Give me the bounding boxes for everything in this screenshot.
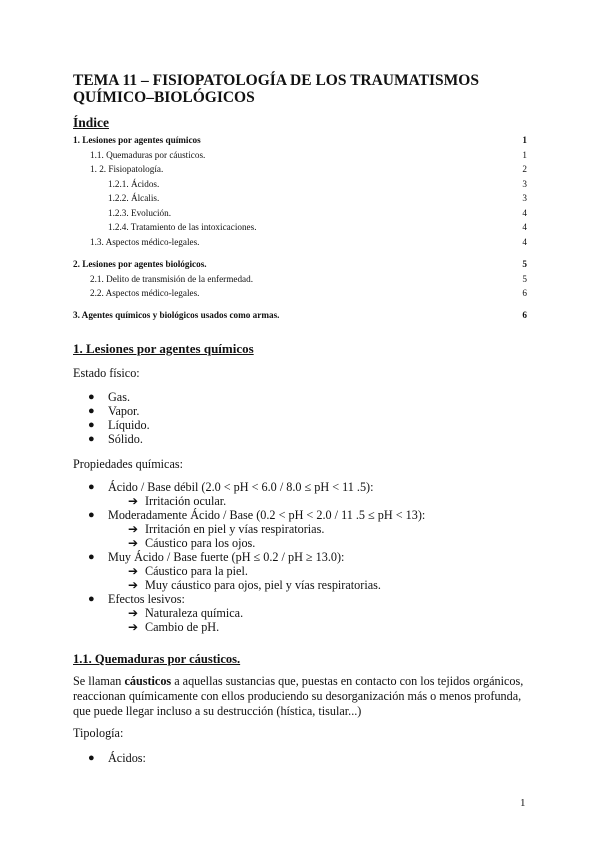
toc-label: 3. Agentes químicos y biológicos usados como armas. — [73, 310, 280, 320]
toc-page: 3 — [522, 179, 527, 189]
toc-page: 2 — [522, 164, 527, 174]
toc-row[interactable] — [73, 134, 527, 147]
toc-page: 4 — [522, 222, 527, 232]
toc-page: 6 — [522, 310, 527, 320]
estado-label: Estado físico: — [73, 366, 140, 380]
bullet-icon: ● — [88, 593, 95, 605]
toc-label: 2.2. Aspectos médico-legales. — [90, 288, 200, 298]
toc-row[interactable] — [73, 163, 527, 176]
term-bold: cáusticos — [124, 674, 172, 688]
toc-label: 1.2.3. Evolución. — [108, 208, 172, 218]
toc-row[interactable] — [73, 258, 527, 271]
toc-row[interactable] — [73, 221, 527, 234]
toc-row[interactable] — [73, 309, 527, 322]
bullet-icon: ● — [88, 551, 95, 563]
subsection-heading: 1.1. Quemaduras por cáusticos. — [73, 652, 241, 666]
arrow-right-icon: ➔ — [128, 564, 139, 578]
section-heading: 1. Lesiones por agentes químicos — [73, 341, 254, 356]
toc-page: 5 — [522, 274, 527, 284]
arrow-right-icon: ➔ — [128, 522, 139, 536]
toc-label: 1. 2. Fisiopatología. — [90, 164, 164, 174]
bullet-icon: ● — [88, 481, 95, 493]
toc-row[interactable] — [73, 236, 527, 249]
toc-row[interactable] — [73, 149, 527, 162]
toc-label: 1.1. Quemaduras por cáusticos. — [90, 150, 206, 160]
arrow-right-icon: ➔ — [128, 578, 139, 592]
toc-row[interactable] — [73, 207, 527, 220]
toc-row[interactable] — [73, 287, 527, 300]
bullet-icon: ● — [88, 752, 95, 764]
toc-page: 4 — [522, 208, 527, 218]
toc-page: 1 — [522, 150, 527, 160]
toc-label: 1.2.4. Tratamiento de las intoxicaciones. — [108, 222, 257, 232]
bullet-icon: ● — [88, 433, 95, 445]
document-page: TEMA 11 – FISIOPATOLOGÍA DE LOS TRAUMATISMOS QUÍMICO–BIOLÓGICOS Índice 1. Lesiones por agentes químicos 1 1.1. Quemaduras por cáusticos. 1 1. 2. Fisiopatología. 2 1.2.1. Ácidos. 3 1.2.2. Álcalis. 3 1.2.3. Evolución. 4 1.2.4. Tratamiento de las intoxicaciones. 4 1.3. Aspectos médico-legales. 4 2. Lesiones por agentes biológicos. 5 2.1. Delito de transmisión de la enfermedad. 5 2.2. Aspectos médico-legales. 6 3. Agentes químicos y biológicos usados como armas. 6 1. Lesiones por agentes químicos Estado físico: ● Gas. ● Vapor. ● Líquido. ● Sólido. Propiedades químicas: ● Ácido / Base débil (2.0 < pH < 6.0 / 8.0 ≤ pH < 11 .5): ➔ Irritación ocular. ● Moderadamente Ácido / Base (0.2 < pH < 2.0 / 11 .5 ≤ pH < 13): ➔ Irritación en piel y vías respiratorias. ➔ Cáustico para los ojos. ● Muy Ácido / Base fuerte (pH ≤ 0.2 / pH ≥ 13.0): ➔ Cáustico para la piel. ➔ Muy cáustico para ojos, piel y vías respiratorias. ● Efectos lesivos: ➔ Naturaleza química. ➔ Cambio de pH. 1.1. Quemaduras por cáusticos. Se llaman cáusticos a aquellas sustancias que, puestas en contacto con los tejidos orgánicos, reaccionan químicamente con ellos produciendo su desorganización más o menos profunda, que puede llegar incluso a su destrucción (hística, tisular...) Tipología: ● Ácidos: 1 — [0, 0, 600, 848]
toc-label: 1.3. Aspectos médico-legales. — [90, 237, 200, 247]
toc-page: 1 — [522, 135, 527, 145]
toc-page: 3 — [522, 193, 527, 203]
toc-label: 2.1. Delito de transmisión de la enfermedad. — [90, 274, 254, 284]
bullet-icon: ● — [88, 509, 95, 521]
causticos-paragraph: Se llaman cáusticos a aquellas sustancias que, puestas en contacto con los tejidos orgánicos, reaccionan químicamente con ellos produciendo su desorganización más o menos profunda, que puede llegar incluso a su destrucción (hística, tisular...) — [73, 674, 524, 718]
toc-row[interactable] — [73, 273, 527, 286]
toc-label: 1.2.1. Ácidos. — [108, 179, 160, 189]
index-heading: Índice — [73, 115, 110, 130]
page-number: 1 — [520, 797, 526, 809]
toc-page: 4 — [522, 237, 527, 247]
bullet-icon: ● — [88, 405, 95, 417]
bullet-icon: ● — [88, 391, 95, 403]
arrow-right-icon: ➔ — [128, 620, 139, 634]
document-title: TEMA 11 – FISIOPATOLOGÍA DE LOS TRAUMATISMOS QUÍMICO–BIOLÓGICOS — [73, 72, 479, 106]
toc-page: 6 — [522, 288, 527, 298]
arrow-right-icon: ➔ — [128, 536, 139, 550]
bullet-icon: ● — [88, 419, 95, 431]
toc-label: 1. Lesiones por agentes químicos — [73, 135, 201, 145]
tipologia-label: Tipología: — [73, 726, 124, 740]
toc-row[interactable] — [73, 178, 527, 191]
toc-label: 2. Lesiones por agentes biológicos. — [73, 259, 207, 269]
arrow-right-icon: ➔ — [128, 606, 139, 620]
toc-row[interactable] — [73, 192, 527, 205]
propiedades-label: Propiedades químicas: — [73, 457, 184, 471]
toc-label: 1.2.2. Álcalis. — [108, 193, 160, 203]
arrow-right-icon: ➔ — [128, 494, 139, 508]
toc-page: 5 — [522, 259, 527, 269]
